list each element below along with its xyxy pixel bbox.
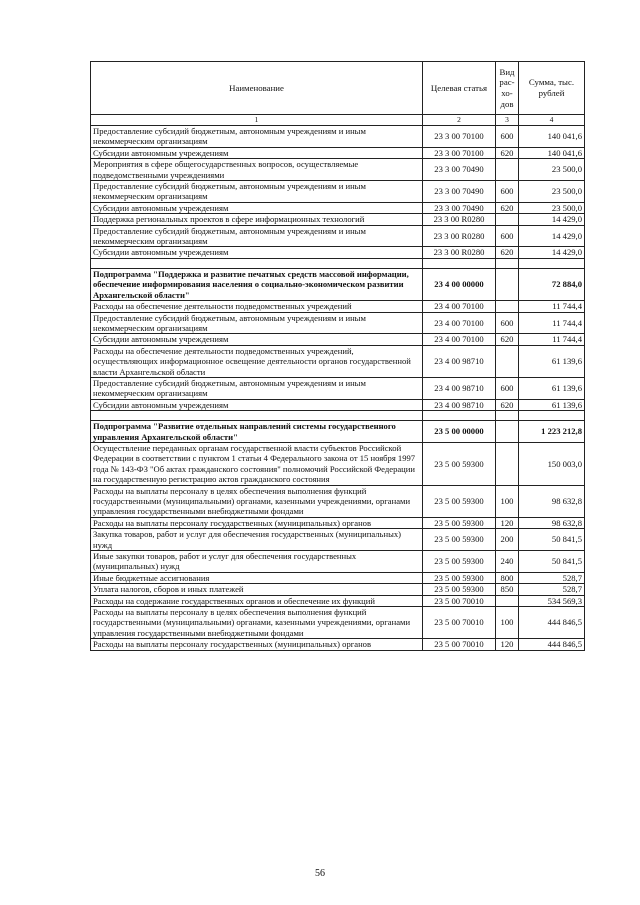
target-article-cell: 23 3 00 70490 xyxy=(423,159,496,181)
amount-cell: 23 500,0 xyxy=(519,181,585,203)
table-row xyxy=(91,147,585,158)
amount-cell: 444 846,5 xyxy=(519,607,585,639)
table-row xyxy=(91,312,585,334)
table-row xyxy=(91,551,585,573)
table-row xyxy=(91,202,585,213)
row-name-cell: Предоставление субсидий бюджетным, автономным учреждениям и иным некоммерческим организациям xyxy=(91,225,423,247)
page-number: 56 xyxy=(315,868,325,879)
target-article-cell: 23 5 00 70010 xyxy=(423,639,496,650)
target-article-cell: 23 5 00 59300 xyxy=(423,517,496,528)
amount-cell: 61 139,6 xyxy=(519,377,585,399)
amount-cell: 23 500,0 xyxy=(519,159,585,181)
expense-type-cell: 120 xyxy=(496,517,519,528)
expense-type-cell xyxy=(496,421,519,443)
table-row xyxy=(91,485,585,517)
expense-type-cell: 100 xyxy=(496,485,519,517)
column-number: 1 xyxy=(91,115,423,126)
target-article-cell: 23 5 00 59300 xyxy=(423,551,496,573)
row-name-cell: Предоставление субсидий бюджетным, автономным учреждениям и иным некоммерческим организациям xyxy=(91,377,423,399)
target-article-cell: 23 3 00 R0280 xyxy=(423,247,496,258)
row-name-cell: Иные закупки товаров, работ и услуг для обеспечения государственных (муниципальных) нужд xyxy=(91,551,423,573)
expense-type-cell: 850 xyxy=(496,584,519,595)
expense-type-cell: 620 xyxy=(496,399,519,410)
row-name-cell: Предоставление субсидий бюджетным, автономным учреждениям и иным некоммерческим организациям xyxy=(91,181,423,203)
table-row xyxy=(91,584,585,595)
amount-cell: 23 500,0 xyxy=(519,202,585,213)
row-name-cell: Субсидии автономным учреждениям xyxy=(91,399,423,410)
expense-type-cell: 120 xyxy=(496,639,519,650)
target-article-cell: 23 3 00 70100 xyxy=(423,126,496,148)
expense-type-cell: 600 xyxy=(496,312,519,334)
table-row xyxy=(91,572,585,583)
target-article-cell: 23 5 00 59300 xyxy=(423,572,496,583)
amount-cell: 150 003,0 xyxy=(519,442,585,485)
expense-type-cell: 600 xyxy=(496,126,519,148)
row-name-cell: Субсидии автономным учреждениям xyxy=(91,334,423,345)
target-article-cell: 23 4 00 98710 xyxy=(423,377,496,399)
column-number: 2 xyxy=(423,115,496,126)
target-article-cell: 23 4 00 70100 xyxy=(423,312,496,334)
amount-cell: 98 632,8 xyxy=(519,485,585,517)
budget-table xyxy=(90,61,585,651)
amount-cell: 61 139,6 xyxy=(519,345,585,377)
table-row xyxy=(91,214,585,225)
header-amount: Сумма, тыс. рублей xyxy=(519,62,585,115)
target-article-cell: 23 5 00 00000 xyxy=(423,421,496,443)
expense-type-cell xyxy=(496,411,519,421)
table-row xyxy=(91,126,585,148)
amount-cell: 14 429,0 xyxy=(519,214,585,225)
amount-cell: 140 041,6 xyxy=(519,147,585,158)
expense-type-cell: 600 xyxy=(496,181,519,203)
spacer-row xyxy=(91,258,585,268)
spacer-row xyxy=(91,411,585,421)
target-article-cell: 23 5 00 59300 xyxy=(423,485,496,517)
target-article-cell: 23 5 00 70010 xyxy=(423,595,496,606)
table-row xyxy=(91,399,585,410)
target-article-cell xyxy=(423,411,496,421)
row-name-cell: Осуществление переданных органам государственной власти субъектов Российской Федерации в соответствии с пунктом 1 статьи 4 Федерального закона от 15 ноября 1997 года № 143-ФЗ "Об актах гражданского состояния" полномочий Российской Федерации на государственную регистрацию актов гражданского состояния xyxy=(91,442,423,485)
target-article-cell xyxy=(423,258,496,268)
row-name-cell: Субсидии автономным учреждениям xyxy=(91,147,423,158)
row-name-cell: Расходы на обеспечение деятельности подведомственных учреждений, осуществляющих информационное освещение деятельности органов государственной власти Архангельской области xyxy=(91,345,423,377)
target-article-cell: 23 3 00 70490 xyxy=(423,181,496,203)
row-name-cell xyxy=(91,411,423,421)
expense-type-cell xyxy=(496,345,519,377)
expense-type-cell: 600 xyxy=(496,225,519,247)
row-name-cell: Иные бюджетные ассигнования xyxy=(91,572,423,583)
expense-type-cell xyxy=(496,301,519,312)
table-body xyxy=(91,126,585,651)
expense-type-cell: 240 xyxy=(496,551,519,573)
row-name-cell: Предоставление субсидий бюджетным, автономным учреждениям и иным некоммерческим организациям xyxy=(91,312,423,334)
table-row xyxy=(91,334,585,345)
target-article-cell: 23 4 00 98710 xyxy=(423,345,496,377)
expense-type-cell: 620 xyxy=(496,334,519,345)
row-name-cell: Расходы на содержание государственных органов и обеспечение их функций xyxy=(91,595,423,606)
expense-type-cell: 620 xyxy=(496,247,519,258)
subprogram-row xyxy=(91,268,585,300)
row-name-cell: Уплата налогов, сборов и иных платежей xyxy=(91,584,423,595)
expense-type-cell xyxy=(496,268,519,300)
column-number-row xyxy=(91,115,585,126)
table-row xyxy=(91,345,585,377)
amount-cell: 72 884,0 xyxy=(519,268,585,300)
amount-cell: 140 041,6 xyxy=(519,126,585,148)
expense-type-cell: 100 xyxy=(496,607,519,639)
target-article-cell: 23 3 00 R0280 xyxy=(423,225,496,247)
row-name-cell: Подпрограмма "Развитие отдельных направлений системы государственного управления Архангельской области" xyxy=(91,421,423,443)
row-name-cell: Предоставление субсидий бюджетным, автономным учреждениям и иным некоммерческим организациям xyxy=(91,126,423,148)
target-article-cell: 23 4 00 98710 xyxy=(423,399,496,410)
amount-cell: 50 841,5 xyxy=(519,551,585,573)
row-name-cell: Расходы на выплаты персоналу в целях обеспечения выполнения функций государственными (муниципальными) органами, казенными учреждениями, органами управления государственными внебюджетными фондами xyxy=(91,485,423,517)
row-name-cell: Расходы на выплаты персоналу государственных (муниципальных) органов xyxy=(91,517,423,528)
target-article-cell: 23 5 00 59300 xyxy=(423,529,496,551)
row-name-cell xyxy=(91,258,423,268)
amount-cell: 444 846,5 xyxy=(519,639,585,650)
target-article-cell: 23 5 00 59300 xyxy=(423,442,496,485)
amount-cell: 14 429,0 xyxy=(519,247,585,258)
amount-cell: 534 569,3 xyxy=(519,595,585,606)
row-name-cell: Расходы на выплаты персоналу в целях обеспечения выполнения функций государственными (муниципальными) органами, казенными учреждениями, органами управления государственными внебюджетными фондами xyxy=(91,607,423,639)
target-article-cell: 23 3 00 70490 xyxy=(423,202,496,213)
header-expense-type: Вид рас-хо-дов xyxy=(496,62,519,115)
table-row xyxy=(91,529,585,551)
amount-cell: 61 139,6 xyxy=(519,399,585,410)
expense-type-cell xyxy=(496,258,519,268)
amount-cell: 98 632,8 xyxy=(519,517,585,528)
table-row xyxy=(91,181,585,203)
header-name: Наименование xyxy=(91,62,423,115)
expense-type-cell xyxy=(496,159,519,181)
header-target-article: Целевая статья xyxy=(423,62,496,115)
amount-cell xyxy=(519,411,585,421)
row-name-cell: Закупка товаров, работ и услуг для обеспечения государственных (муниципальных) нужд xyxy=(91,529,423,551)
table-row xyxy=(91,607,585,639)
table-row xyxy=(91,517,585,528)
column-number: 4 xyxy=(519,115,585,126)
row-name-cell: Расходы на обеспечение деятельности подведомственных учреждений xyxy=(91,301,423,312)
expense-type-cell xyxy=(496,595,519,606)
amount-cell: 528,7 xyxy=(519,584,585,595)
subprogram-row xyxy=(91,421,585,443)
amount-cell: 14 429,0 xyxy=(519,225,585,247)
table-row xyxy=(91,247,585,258)
amount-cell xyxy=(519,258,585,268)
amount-cell: 1 223 212,8 xyxy=(519,421,585,443)
row-name-cell: Субсидии автономным учреждениям xyxy=(91,202,423,213)
target-article-cell: 23 4 00 70100 xyxy=(423,334,496,345)
table-row xyxy=(91,301,585,312)
expense-type-cell: 620 xyxy=(496,202,519,213)
expense-type-cell xyxy=(496,214,519,225)
amount-cell: 11 744,4 xyxy=(519,334,585,345)
row-name-cell: Расходы на выплаты персоналу государственных (муниципальных) органов xyxy=(91,639,423,650)
table-header-row xyxy=(91,62,585,115)
amount-cell: 50 841,5 xyxy=(519,529,585,551)
table-row xyxy=(91,442,585,485)
table-row xyxy=(91,225,585,247)
expense-type-cell: 200 xyxy=(496,529,519,551)
table-row xyxy=(91,639,585,650)
expense-type-cell: 600 xyxy=(496,377,519,399)
target-article-cell: 23 3 00 R0280 xyxy=(423,214,496,225)
row-name-cell: Субсидии автономным учреждениям xyxy=(91,247,423,258)
expense-type-cell: 620 xyxy=(496,147,519,158)
target-article-cell: 23 4 00 70100 xyxy=(423,301,496,312)
row-name-cell: Подпрограмма "Поддержка и развитие печатных средств массовой информации, обеспечение информирования населения о социально-экономическом развитии Архангельской области" xyxy=(91,268,423,300)
amount-cell: 528,7 xyxy=(519,572,585,583)
amount-cell: 11 744,4 xyxy=(519,301,585,312)
table-row xyxy=(91,595,585,606)
table-row xyxy=(91,159,585,181)
target-article-cell: 23 4 00 00000 xyxy=(423,268,496,300)
target-article-cell: 23 3 00 70100 xyxy=(423,147,496,158)
row-name-cell: Мероприятия в сфере общегосударственных вопросов, осуществляемые подведомственными учреждениями xyxy=(91,159,423,181)
row-name-cell: Поддержка региональных проектов в сфере информационных технологий xyxy=(91,214,423,225)
target-article-cell: 23 5 00 59300 xyxy=(423,584,496,595)
column-number: 3 xyxy=(496,115,519,126)
table-row xyxy=(91,377,585,399)
amount-cell: 11 744,4 xyxy=(519,312,585,334)
expense-type-cell: 800 xyxy=(496,572,519,583)
target-article-cell: 23 5 00 70010 xyxy=(423,607,496,639)
expense-type-cell xyxy=(496,442,519,485)
